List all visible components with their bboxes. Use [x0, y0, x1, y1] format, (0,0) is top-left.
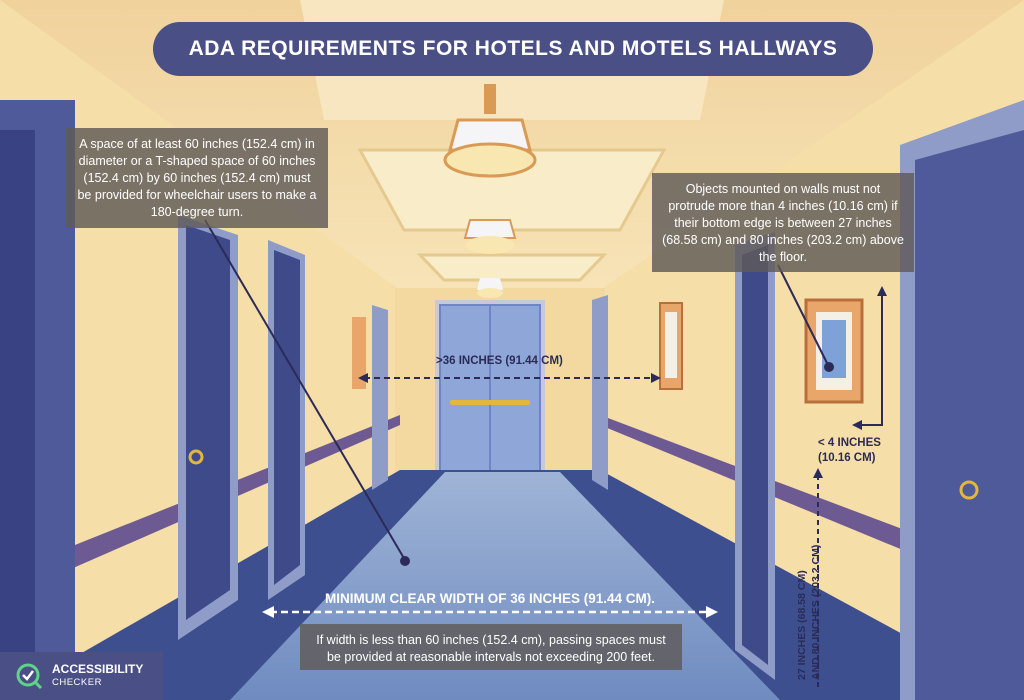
height-range-label [795, 545, 823, 680]
min-clear-width-label: MINIMUM CLEAR WIDTH OF 36 INCHES (91.44 CM). [325, 591, 656, 606]
ceiling-lamp-3 [477, 278, 503, 298]
ceiling-lamp-2 [465, 220, 515, 254]
logo [0, 652, 163, 700]
checker-logo-icon [14, 661, 44, 691]
passing-spaces-note: If width is less than 60 inches (152.4 cm), passing spaces must be provided at reasonable intervals not exceeding 200 feet. [300, 624, 682, 670]
page-title: ADA REQUIREMENTS FOR HOTELS AND MOTELS HALLWAYS [153, 22, 873, 76]
wall-objects-note: Objects mounted on walls must not protrude more than 4 inches (10.16 cm) if their bottom edge is between 27 inches (68.58 cm) and 80 inches (203.2 cm) above the floor. [652, 173, 914, 272]
left-door-3 [372, 305, 388, 490]
logo-sub: CHECKER [52, 677, 102, 688]
height-line1: 27 INCHES (68.58 CM) [796, 570, 808, 680]
protrusion-line2: (10.16 CM) [818, 452, 876, 464]
protrusion-label [818, 436, 881, 466]
logo-name: ACCESSIBILITY [52, 662, 144, 676]
turning-space-note: A space of at least 60 inches (152.4 cm) in diameter or a T-shaped space of 60 inches (152.4 cm) by 60 inches (152.4 cm) must be provided for wheelchair users to make a 180-degree turn. [66, 128, 328, 228]
protrusion-line1: < 4 INCHES [818, 437, 881, 449]
right-door-2 [592, 295, 608, 490]
width-36-label: >36 INCHES (91.44 CM) [436, 355, 563, 367]
height-line2: AND 80 INCHES (203.2 CM) [810, 544, 822, 680]
